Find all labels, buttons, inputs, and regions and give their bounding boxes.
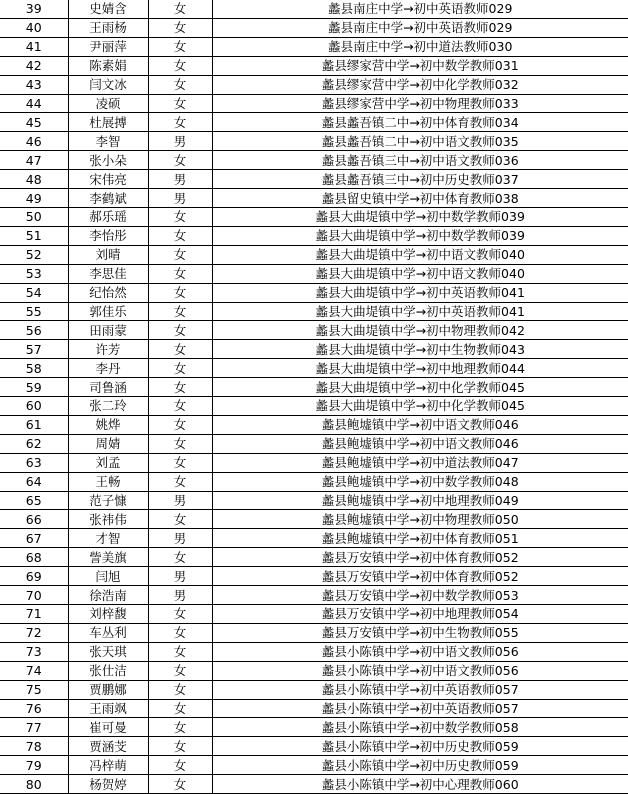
name-cell: 纪怡然	[68, 283, 148, 302]
name-cell: 姚烨	[68, 415, 148, 434]
row-number-cell: 70	[0, 586, 68, 605]
position-cell: 蠡县大曲堤镇中学→初中物理教师042	[212, 321, 628, 340]
gender-cell: 女	[148, 56, 212, 75]
table-row	[0, 434, 628, 453]
position-cell: 蠡县鲍墟镇中学→初中语文教师046	[212, 434, 628, 453]
gender-cell: 女	[148, 75, 212, 94]
row-number-cell: 48	[0, 170, 68, 189]
name-cell: 崔可曼	[68, 718, 148, 737]
table-row	[0, 453, 628, 472]
name-cell: 张天琪	[68, 642, 148, 661]
name-cell: 李智	[68, 132, 148, 151]
table-row	[0, 661, 628, 680]
name-cell: 贾鹏娜	[68, 680, 148, 699]
row-number-cell: 77	[0, 718, 68, 737]
row-number-cell: 75	[0, 680, 68, 699]
row-number-cell: 55	[0, 302, 68, 321]
table-row	[0, 75, 628, 94]
row-number-cell: 67	[0, 529, 68, 548]
gender-cell: 女	[148, 737, 212, 756]
position-cell: 蠡县鲍墟镇中学→初中体育教师051	[212, 529, 628, 548]
name-cell: 李鹤斌	[68, 189, 148, 208]
row-number-cell: 72	[0, 623, 68, 642]
table-row	[0, 472, 628, 491]
table-row	[0, 264, 628, 283]
gender-cell: 女	[148, 680, 212, 699]
position-cell: 蠡县小陈镇中学→初中语文教师056	[212, 642, 628, 661]
position-cell: 蠡县南庄中学→初中英语教师029	[212, 0, 628, 18]
gender-cell: 男	[148, 132, 212, 151]
gender-cell: 女	[148, 151, 212, 170]
row-number-cell: 51	[0, 226, 68, 245]
name-cell: 张仕洁	[68, 661, 148, 680]
name-cell: 张小朵	[68, 151, 148, 170]
table-row	[0, 397, 628, 416]
name-cell: 刘晴	[68, 245, 148, 264]
gender-cell: 女	[148, 397, 212, 416]
gender-cell: 女	[148, 18, 212, 37]
row-number-cell: 63	[0, 453, 68, 472]
row-number-cell: 69	[0, 567, 68, 586]
table-row	[0, 491, 628, 510]
row-number-cell: 59	[0, 378, 68, 397]
row-number-cell: 80	[0, 775, 68, 794]
table-row	[0, 132, 628, 151]
table-row	[0, 378, 628, 397]
gender-cell: 女	[148, 340, 212, 359]
table-row	[0, 737, 628, 756]
name-cell: 司鲁涵	[68, 378, 148, 397]
gender-cell: 女	[148, 453, 212, 472]
name-cell: 徐浩南	[68, 586, 148, 605]
name-cell: 郝乐瑶	[68, 207, 148, 226]
table-row	[0, 775, 628, 794]
position-cell: 蠡县大曲堤镇中学→初中英语教师041	[212, 283, 628, 302]
table-row	[0, 567, 628, 586]
position-cell: 蠡县鲍墟镇中学→初中地理教师049	[212, 491, 628, 510]
row-number-cell: 45	[0, 113, 68, 132]
name-cell: 陈素娟	[68, 56, 148, 75]
table-row	[0, 415, 628, 434]
gender-cell: 女	[148, 378, 212, 397]
gender-cell: 男	[148, 529, 212, 548]
name-cell: 许芳	[68, 340, 148, 359]
gender-cell: 女	[148, 94, 212, 113]
gender-cell: 女	[148, 434, 212, 453]
name-cell: 刘孟	[68, 453, 148, 472]
position-cell: 蠡县鲍墟镇中学→初中道法教师047	[212, 453, 628, 472]
row-number-cell: 46	[0, 132, 68, 151]
row-number-cell: 54	[0, 283, 68, 302]
table-row	[0, 94, 628, 113]
table-row	[0, 756, 628, 775]
position-cell: 蠡县小陈镇中学→初中英语教师057	[212, 680, 628, 699]
position-cell: 蠡县留史镇中学→初中体育教师038	[212, 189, 628, 208]
position-cell: 蠡县缪家营中学→初中化学教师032	[212, 75, 628, 94]
row-number-cell: 52	[0, 245, 68, 264]
name-cell: 范子慷	[68, 491, 148, 510]
table-row	[0, 680, 628, 699]
position-cell: 蠡县大曲堤镇中学→初中英语教师041	[212, 302, 628, 321]
row-number-cell: 47	[0, 151, 68, 170]
gender-cell: 女	[148, 775, 212, 794]
row-number-cell: 43	[0, 75, 68, 94]
position-cell: 蠡县大曲堤镇中学→初中数学教师039	[212, 207, 628, 226]
row-number-cell: 42	[0, 56, 68, 75]
table-row	[0, 529, 628, 548]
row-number-cell: 39	[0, 0, 68, 18]
row-number-cell: 58	[0, 359, 68, 378]
position-cell: 蠡县小陈镇中学→初中语文教师056	[212, 661, 628, 680]
gender-cell: 女	[148, 245, 212, 264]
position-cell: 蠡县大曲堤镇中学→初中化学教师045	[212, 397, 628, 416]
row-number-cell: 66	[0, 510, 68, 529]
row-number-cell: 78	[0, 737, 68, 756]
name-cell: 李丹	[68, 359, 148, 378]
row-number-cell: 49	[0, 189, 68, 208]
row-number-cell: 50	[0, 207, 68, 226]
row-number-cell: 64	[0, 472, 68, 491]
row-number-cell: 73	[0, 642, 68, 661]
gender-cell: 男	[148, 170, 212, 189]
gender-cell: 女	[148, 718, 212, 737]
name-cell: 史婧含	[68, 0, 148, 18]
table-row	[0, 340, 628, 359]
name-cell: 王雨飒	[68, 699, 148, 718]
table-row	[0, 699, 628, 718]
position-cell: 蠡县鲍墟镇中学→初中语文教师046	[212, 415, 628, 434]
gender-cell: 男	[148, 586, 212, 605]
table-row	[0, 302, 628, 321]
position-cell: 蠡县大曲堤镇中学→初中生物教师043	[212, 340, 628, 359]
name-cell: 张祎伟	[68, 510, 148, 529]
table-row	[0, 18, 628, 37]
position-cell: 蠡县缪家营中学→初中数学教师031	[212, 56, 628, 75]
name-cell: 李思佳	[68, 264, 148, 283]
name-cell: 周婧	[68, 434, 148, 453]
gender-cell: 女	[148, 661, 212, 680]
position-cell: 蠡县大曲堤镇中学→初中化学教师045	[212, 378, 628, 397]
name-cell: 张二玲	[68, 397, 148, 416]
row-number-cell: 71	[0, 605, 68, 624]
position-cell: 蠡县南庄中学→初中道法教师030	[212, 37, 628, 56]
table-row	[0, 189, 628, 208]
row-number-cell: 40	[0, 18, 68, 37]
name-cell: 贾涵芠	[68, 737, 148, 756]
position-cell: 蠡县蠡吾镇二中→初中语文教师035	[212, 132, 628, 151]
gender-cell: 女	[148, 264, 212, 283]
position-cell: 蠡县鲍墟镇中学→初中物理教师050	[212, 510, 628, 529]
row-number-cell: 53	[0, 264, 68, 283]
name-cell: 尹丽萍	[68, 37, 148, 56]
gender-cell: 男	[148, 189, 212, 208]
name-cell: 闫旭	[68, 567, 148, 586]
name-cell: 李怡彤	[68, 226, 148, 245]
gender-cell: 女	[148, 302, 212, 321]
position-cell: 蠡县蠡吾镇三中→初中历史教师037	[212, 170, 628, 189]
position-cell: 蠡县小陈镇中学→初中英语教师057	[212, 699, 628, 718]
name-cell: 宋伟亮	[68, 170, 148, 189]
position-cell: 蠡县大曲堤镇中学→初中语文教师040	[212, 264, 628, 283]
name-cell: 车丛利	[68, 623, 148, 642]
table-row	[0, 113, 628, 132]
gender-cell: 女	[148, 623, 212, 642]
position-cell: 蠡县蠡吾镇二中→初中体育教师034	[212, 113, 628, 132]
table-row	[0, 623, 628, 642]
position-cell: 蠡县万安镇中学→初中地理教师054	[212, 605, 628, 624]
gender-cell: 女	[148, 756, 212, 775]
table-row	[0, 321, 628, 340]
row-number-cell: 74	[0, 661, 68, 680]
name-cell: 刘梓馥	[68, 605, 148, 624]
table-row	[0, 37, 628, 56]
row-number-cell: 41	[0, 37, 68, 56]
table-row	[0, 56, 628, 75]
position-cell: 蠡县小陈镇中学→初中心理教师060	[212, 775, 628, 794]
gender-cell: 女	[148, 226, 212, 245]
table-row	[0, 283, 628, 302]
position-cell: 蠡县万安镇中学→初中体育教师052	[212, 567, 628, 586]
gender-cell: 女	[148, 113, 212, 132]
name-cell: 田雨蒙	[68, 321, 148, 340]
table-row	[0, 245, 628, 264]
position-cell: 蠡县万安镇中学→初中生物教师055	[212, 623, 628, 642]
name-cell: 才智	[68, 529, 148, 548]
gender-cell: 女	[148, 207, 212, 226]
row-number-cell: 44	[0, 94, 68, 113]
gender-cell: 女	[148, 472, 212, 491]
position-cell: 蠡县大曲堤镇中学→初中语文教师040	[212, 245, 628, 264]
table-row	[0, 170, 628, 189]
table-row	[0, 718, 628, 737]
gender-cell: 女	[148, 415, 212, 434]
gender-cell: 女	[148, 699, 212, 718]
table-row	[0, 586, 628, 605]
table-row	[0, 548, 628, 567]
gender-cell: 男	[148, 491, 212, 510]
row-number-cell: 57	[0, 340, 68, 359]
table-row	[0, 207, 628, 226]
position-cell: 蠡县小陈镇中学→初中历史教师059	[212, 756, 628, 775]
row-number-cell: 65	[0, 491, 68, 510]
name-cell: 杨贺婷	[68, 775, 148, 794]
table-row	[0, 226, 628, 245]
name-cell: 闫文冰	[68, 75, 148, 94]
position-cell: 蠡县万安镇中学→初中数学教师053	[212, 586, 628, 605]
table-row	[0, 0, 628, 18]
name-cell: 王畅	[68, 472, 148, 491]
position-cell: 蠡县小陈镇中学→初中历史教师059	[212, 737, 628, 756]
table-row	[0, 510, 628, 529]
position-cell: 蠡县南庄中学→初中英语教师029	[212, 18, 628, 37]
gender-cell: 女	[148, 321, 212, 340]
name-cell: 訾美旗	[68, 548, 148, 567]
name-cell: 杜展搏	[68, 113, 148, 132]
position-cell: 蠡县大曲堤镇中学→初中地理教师044	[212, 359, 628, 378]
table-row	[0, 642, 628, 661]
table-row	[0, 359, 628, 378]
row-number-cell: 56	[0, 321, 68, 340]
name-cell: 冯梓萌	[68, 756, 148, 775]
row-number-cell: 76	[0, 699, 68, 718]
row-number-cell: 68	[0, 548, 68, 567]
position-cell: 蠡县小陈镇中学→初中数学教师058	[212, 718, 628, 737]
row-number-cell: 79	[0, 756, 68, 775]
name-cell: 王雨杨	[68, 18, 148, 37]
gender-cell: 男	[148, 567, 212, 586]
position-cell: 蠡县鲍墟镇中学→初中数学教师048	[212, 472, 628, 491]
gender-cell: 女	[148, 548, 212, 567]
gender-cell: 女	[148, 37, 212, 56]
position-cell: 蠡县缪家营中学→初中物理教师033	[212, 94, 628, 113]
position-cell: 蠡县大曲堤镇中学→初中数学教师039	[212, 226, 628, 245]
gender-cell: 女	[148, 510, 212, 529]
gender-cell: 女	[148, 0, 212, 18]
position-cell: 蠡县蠡吾镇三中→初中语文教师036	[212, 151, 628, 170]
row-number-cell: 60	[0, 397, 68, 416]
row-number-cell: 62	[0, 434, 68, 453]
name-cell: 凌硕	[68, 94, 148, 113]
name-cell: 郭佳乐	[68, 302, 148, 321]
gender-cell: 女	[148, 283, 212, 302]
gender-cell: 女	[148, 605, 212, 624]
gender-cell: 女	[148, 359, 212, 378]
table-row	[0, 151, 628, 170]
gender-cell: 女	[148, 642, 212, 661]
position-cell: 蠡县万安镇中学→初中体育教师052	[212, 548, 628, 567]
table-row	[0, 605, 628, 624]
row-number-cell: 61	[0, 415, 68, 434]
